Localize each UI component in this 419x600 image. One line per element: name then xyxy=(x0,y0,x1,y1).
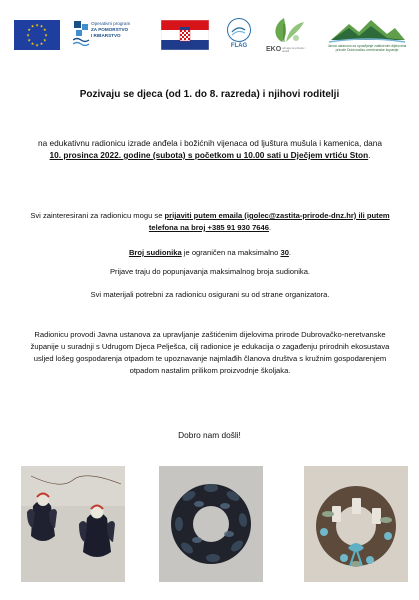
svg-text:★: ★ xyxy=(39,23,44,29)
participants-text-end: . xyxy=(288,248,292,257)
svg-text:★: ★ xyxy=(30,23,35,29)
eko-leaf-icon xyxy=(266,14,310,46)
svg-text:★: ★ xyxy=(43,37,47,43)
flag-lag-logo xyxy=(224,16,254,56)
nature-institution-logo xyxy=(325,14,409,58)
shell-angels-photo xyxy=(21,466,125,582)
eko-logo xyxy=(266,14,310,60)
registration-text: Svi zainteresirani za radionicu mogu se xyxy=(30,211,165,220)
mountains-icon xyxy=(325,14,409,44)
materials-paragraph: Svi materijali potrebni za radionicu osigurani su od strane organizatora. xyxy=(90,290,330,299)
nature-logo-text: Javna ustanova za upravljanje zaštićenim dijelovima prirode Dubrovačko-neretvanske županije xyxy=(327,44,407,53)
applications-paragraph: Prijave traju do popunjavanja maksimalnog broja sudionika. xyxy=(109,267,311,276)
svg-text:★: ★ xyxy=(35,22,39,28)
ministry-text-line3: I RIBARSTVO xyxy=(91,33,121,38)
intro-text: na edukativnu radionicu izrade anđela i božićnih vijenaca od ljuštura mušula i kamenica, dana xyxy=(37,138,383,148)
croatia-flag-logo xyxy=(161,20,209,50)
logo-bar xyxy=(0,12,419,60)
workshop-intro xyxy=(36,137,384,161)
eko-subtext: udruga za prirodu i okoliš xyxy=(282,46,306,53)
svg-text:★: ★ xyxy=(35,42,39,48)
ministry-fisheries-logo xyxy=(73,18,143,54)
invitation-heading: Pozivaju se djeca (od 1. do 8. razreda) i njihovi roditelji xyxy=(79,89,340,100)
svg-text:★: ★ xyxy=(44,32,48,38)
participants-number: 30 xyxy=(280,248,289,257)
mussel-wreath-photo xyxy=(159,466,263,582)
participants-label: Broj sudionika xyxy=(128,248,182,257)
workshop-date: 10. prosinca 2022. godine (subota) s početkom u 10.00 sati u Dječjem vrtiću Ston xyxy=(49,150,369,160)
participants-text: je ograničen na maksimalno xyxy=(181,248,281,257)
svg-text:★: ★ xyxy=(30,41,35,46)
welcome-text: Dobro nam došli! xyxy=(178,430,241,440)
ministry-text-line2: ZA POMORSTVO xyxy=(91,27,129,32)
svg-text:★: ★ xyxy=(27,37,31,43)
svg-text:★: ★ xyxy=(43,27,47,32)
ministry-wave-icon xyxy=(73,20,90,46)
eu-flag-logo xyxy=(14,20,60,50)
flag-logo-text: FLAG xyxy=(230,43,248,49)
ministry-text-line1: Operativni program xyxy=(91,21,131,26)
intro-text-end: . xyxy=(368,150,371,160)
svg-text:★: ★ xyxy=(27,27,31,32)
eko-text: EKO xyxy=(266,46,282,53)
registration-paragraph xyxy=(30,210,390,234)
registration-text-end: . xyxy=(268,223,272,232)
decorated-wreath-photo xyxy=(304,466,408,582)
svg-text:★: ★ xyxy=(39,41,44,46)
participants-paragraph xyxy=(30,247,390,259)
flag-circle-icon xyxy=(227,18,251,42)
svg-text:★: ★ xyxy=(26,32,30,38)
registration-contact-link[interactable]: prijaviti putem emaila (igolec@zastita-prirode-dnz.hr) ili putem telefona na broj +385 91 930 7646 xyxy=(148,211,390,232)
description-paragraph: Radionicu provodi Javna ustanova za upravljanje zaštićenim dijelovima prirode Dubrovačko-neretvanske županije u suradnji s Udrugom Djeca Pelješca, cilj radionice je edukacija o zagađenju prirodnih ekosustava usljed lošeg gospodarenja otpadom te upoznavanje najmlađih članova društva s kružnim gospodarenjem otpadom nastalim prilikom proizvodnje školjaka. xyxy=(30,330,390,375)
